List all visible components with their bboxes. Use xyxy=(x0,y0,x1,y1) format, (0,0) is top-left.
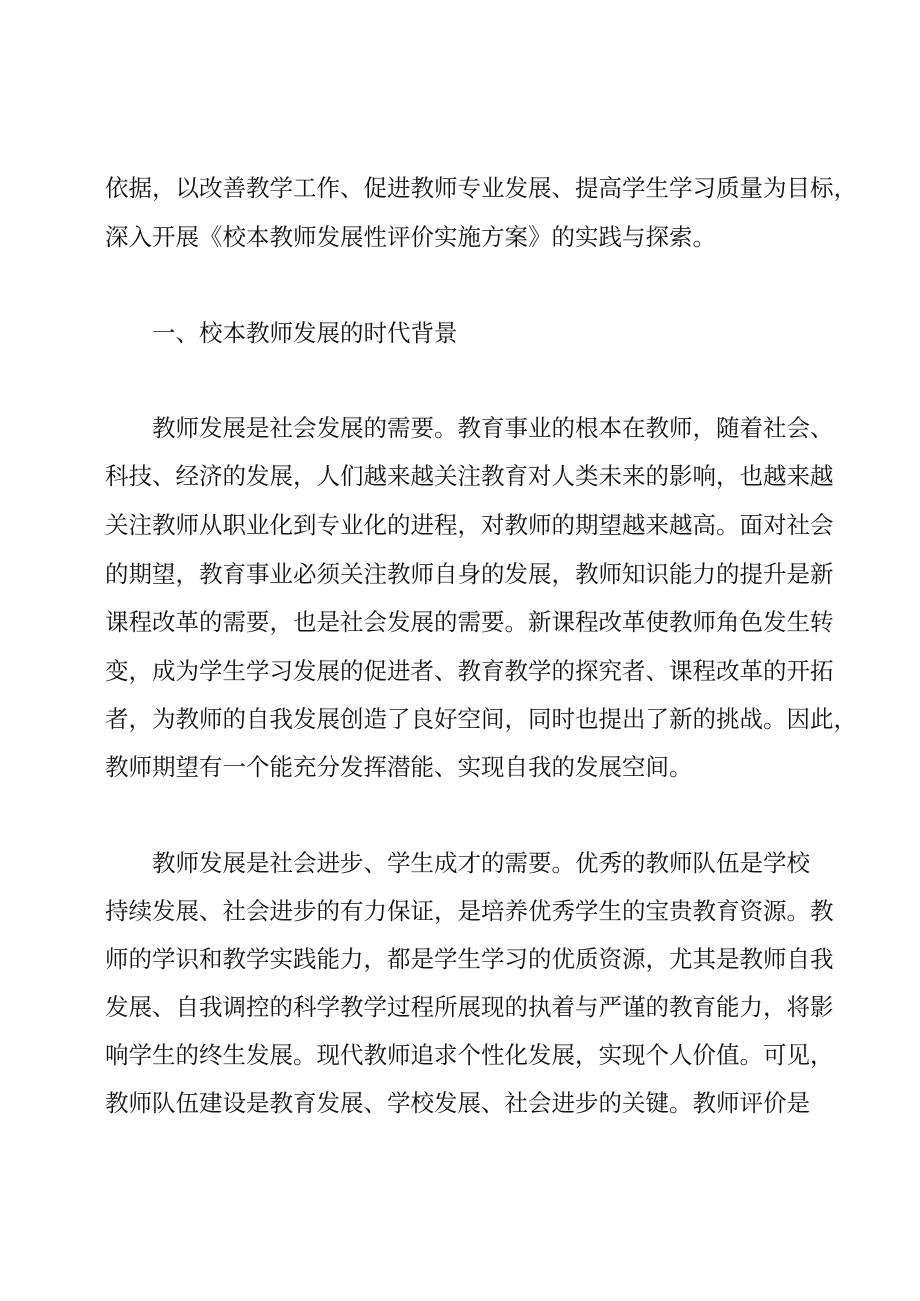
paragraph1-line-5: 课程改革的需要，也是社会发展的需要。新课程改革使教师角色发生转 xyxy=(105,608,834,636)
paragraph2-line-6: 教师队伍建设是教育发展、学校发展、社会进步的关键。教师评价是 xyxy=(105,1089,810,1117)
paragraph1-line-1: 教师发展是社会发展的需要。教育事业的根本在教师，随着社会、 xyxy=(152,414,834,442)
paragraph2-line-5: 响学生的终生发展。现代教师追求个性化发展，实现个人价值。可见， xyxy=(105,1041,834,1069)
paragraph1-line-4: 的期望，教育事业必须关注教师自身的发展，教师知识能力的提升是新 xyxy=(105,560,834,588)
paragraph1-line-3: 关注教师从职业化到专业化的进程，对教师的期望越来越高。面对社会 xyxy=(105,511,834,539)
paragraph2-line-2: 持续发展、社会进步的有力保证，是培养优秀学生的宝贵教育资源。教 xyxy=(105,897,834,925)
paragraph2-line-1: 教师发展是社会进步、学生成才的需要。优秀的教师队伍是学校 xyxy=(152,849,810,877)
paragraph1-line-2: 科技、经济的发展，人们越来越关注教育对人类未来的影响，也越来越 xyxy=(105,462,834,490)
paragraph1-line-8: 教师期望有一个能充分发挥潜能、实现自我的发展空间。 xyxy=(105,753,693,781)
intro-line-1: 依据，以改善教学工作、促进教师专业发展、提高学生学习质量为目标， xyxy=(105,174,857,202)
paragraph1-line-7: 者，为教师的自我发展创造了良好空间，同时也提出了新的挑战。因此， xyxy=(105,705,857,733)
section-heading: 一、校本教师发展的时代背景 xyxy=(152,319,458,347)
paragraph1-line-6: 变，成为学生学习发展的促进者、教育教学的探究者、课程改革的开拓 xyxy=(105,657,834,685)
intro-line-2: 深入开展《校本教师发展性评价实施方案》的实践与探索。 xyxy=(105,223,716,251)
paragraph2-line-3: 师的学识和教学实践能力，都是学生学习的优质资源，尤其是教师自我 xyxy=(105,945,834,973)
paragraph2-line-4: 发展、自我调控的科学教学过程所展现的执着与严谨的教育能力，将影 xyxy=(105,993,834,1021)
